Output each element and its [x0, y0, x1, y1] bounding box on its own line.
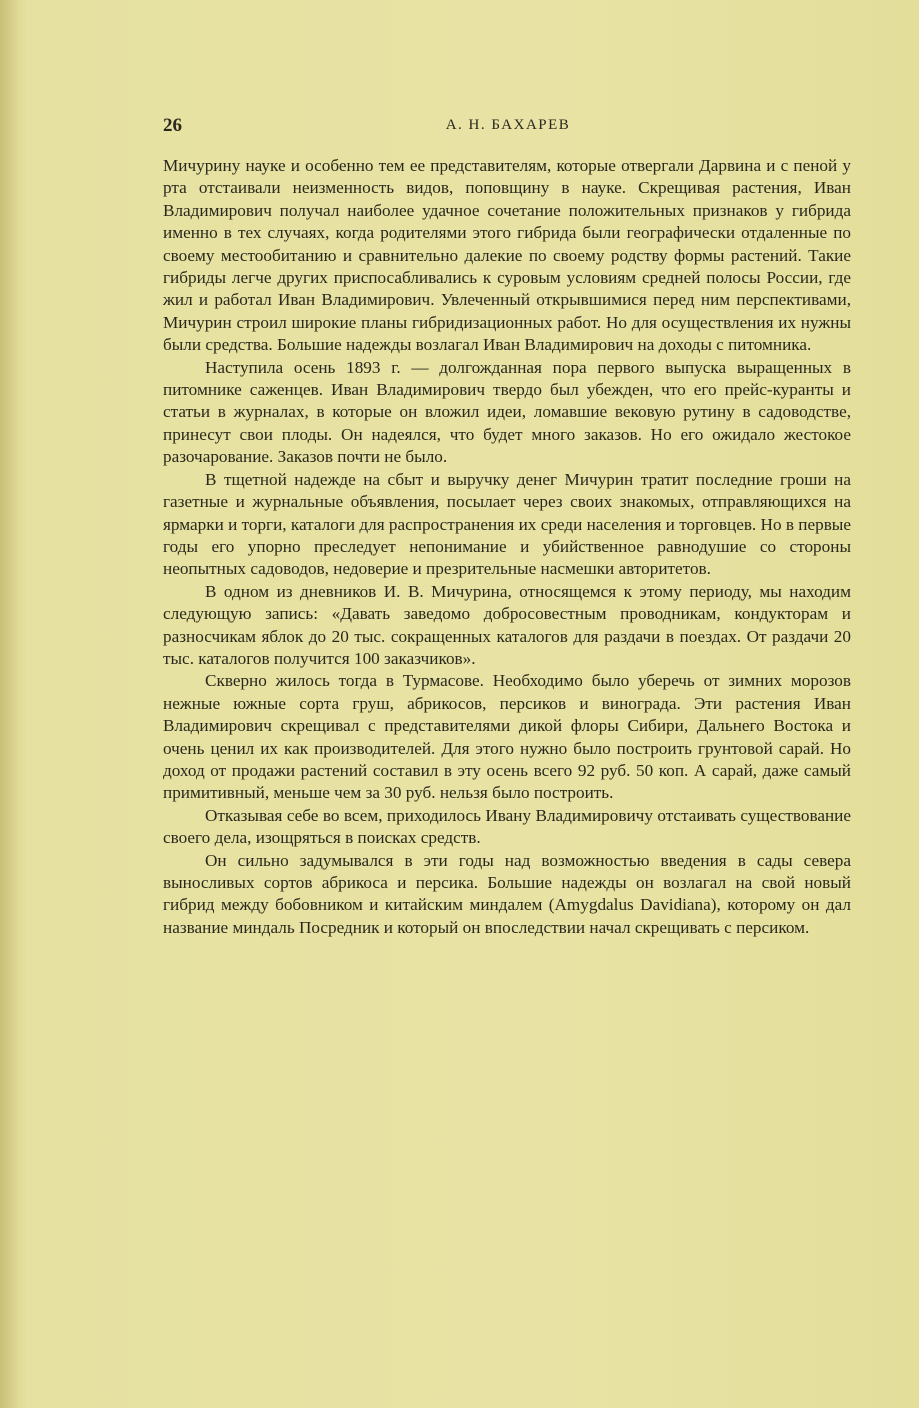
paragraph: Скверно жилось тогда в Турмасове. Необходимо было уберечь от зимних морозов нежные южные сорта груш, абрикосов, персиков и винограда. Эти растения Иван Владимирович скрещивал с представителями дикой флоры Сибири, Дальнего Востока и очень ценил их как производителей. Для этого нужно было построить грунтовой сарай. Но доход от продажи растений составил в эту осень всего 92 руб. 50 коп. А сарай, даже самый примитивный, меньше чем за 30 руб. нельзя было построить. [163, 671, 851, 803]
body-text [163, 155, 851, 939]
paragraph: В одном из дневников И. В. Мичурина, относящемся к этому периоду, мы находим следующую запись: «Давать заведомо добросовестным проводникам, кондукторам и разносчикам яблок до 20 тыс. сокращенных каталогов для раздачи в поездах. От раздачи 20 тыс. каталогов получится 100 заказчиков». [163, 581, 851, 668]
paragraph: Наступила осень 1893 г. — долгожданная пора первого выпуска выращенных в питомнике саженцев. Иван Владимирович твердо был убежден, что его прейс-куранты и статьи в журналах, в которые он вложил идеи, ломавшие вековую рутину в садоводстве, принесут свои плоды. Он надеялся, что будет много заказов. Но его ожидало жестокое разочарование. Заказов почти не было. [163, 357, 851, 467]
paragraph: В тщетной надежде на сбыт и выручку денег Мичурин тратит последние гроши на газетные и журнальные объявления, посылает через своих знакомых, отправляющихся на ярмарки и торги, каталоги для распространения их среди населения и торговцев. Но в первые годы его упорно преследует непонимание и убийственное равнодушие со стороны неопытных садоводов, недоверие и презрительные насмешки авторитетов. [163, 469, 851, 579]
paragraph: Отказывая себе во всем, приходилось Ивану Владимировичу отстаивать существование своего дела, изощряться в поисках средств. [163, 805, 851, 848]
page-number: 26 [163, 115, 182, 136]
page-header [163, 115, 853, 137]
page-edge [0, 0, 18, 1408]
paragraph: Он сильно задумывался в эти годы над возможностью введения в сады севера выносливых сортов абрикоса и персика. Большие надежды он возлагал на свой новый гибрид между бобовником и китайским миндалем (Amygdalus Davidiana), которому он дал название миндаль Посредник и который он впоследствии начал скрещивать с персиком. [163, 850, 851, 937]
running-head: А. Н. БАХАРЕВ [445, 117, 571, 133]
paragraph: Мичурину науке и особенно тем ее представителям, которые отвергали Дарвина и с пеной у рта отстаивали неизменность видов, поповщину в науке. Скрещивая растения, Иван Владимирович получал наиболее удачное сочетание положительных признаков у гибрида именно в тех случаях, когда родителями этого гибрида были географически отдаленные по своему местообитанию и сравнительно далекие по своему родству формы растений. Такие гибриды легче других приспосабливались к суровым условиям средней полосы России, где жил и работал Иван Владимирович. Увлеченный открывшимися перед ним перспективами, Мичурин строил широкие планы гибридизационных работ. Но для осуществления их нужны были средства. Большие надежды возлагал Иван Владимирович на доходы с питомника. [163, 156, 851, 355]
